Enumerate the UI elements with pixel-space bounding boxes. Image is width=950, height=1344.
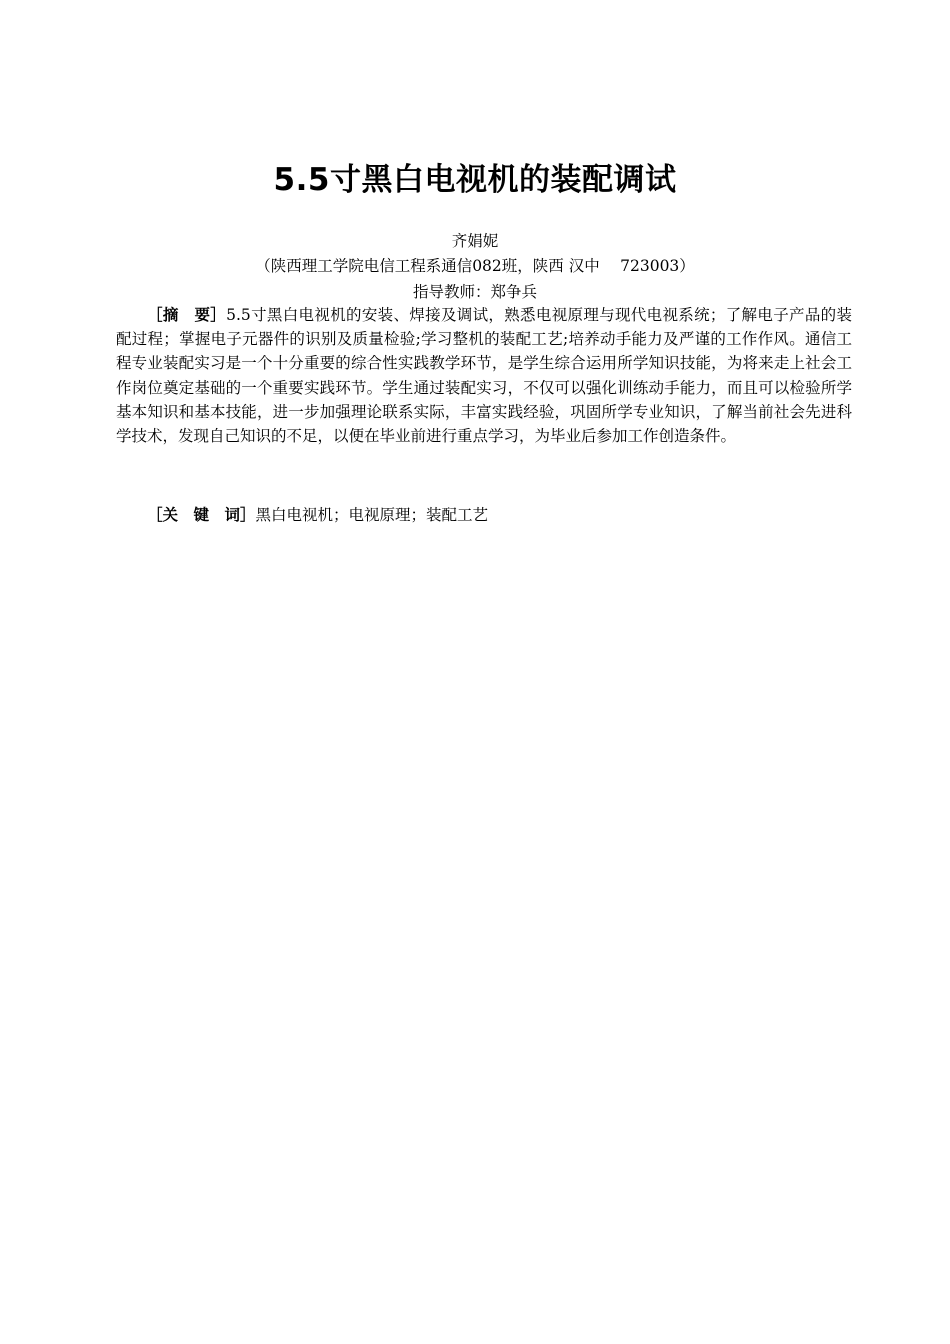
author-name: 齐娟妮 [451,232,499,250]
abstract-paragraph [116,303,852,448]
keywords-label: ［关 键 词］ [147,506,256,524]
advisor-line: 指导教师：郑争兵 [412,283,537,301]
author-affiliation: （陕西理工学院电信工程系通信082班，陕西 汉中 723003） [255,257,695,275]
paper-title: 5.5寸黑白电视机的装配调试 [273,162,677,198]
abstract-label: ［摘 要］ [147,306,227,324]
keywords-text: 黑白电视机；电视原理；装配工艺 [255,506,489,524]
keywords-line [147,503,852,527]
abstract-text: 5.5寸黑白电视机的安装、焊接及调试，熟悉电视原理与现代电视系统；了解电子产品的装配过程；掌握电子元器件的识别及质量检验;学习整机的装配工艺;培养动手能力及严谨的工作作风。通信工程专业装配实习是一个十分重要的综合性实践教学环节，是学生综合运用所学知识技能，为将来走上社会工作岗位奠定基础的一个重要实践环节。学生通过装配实习，不仅可以强化训练动手能力，而且可以检验所学基本知识和基本技能，进一步加强理论联系实际，丰富实践经验，巩固所学专业知识，了解当前社会先进科学技术，发现自己知识的不足，以便在毕业前进行重点学习，为毕业后参加工作创造条件。 [116,306,852,446]
